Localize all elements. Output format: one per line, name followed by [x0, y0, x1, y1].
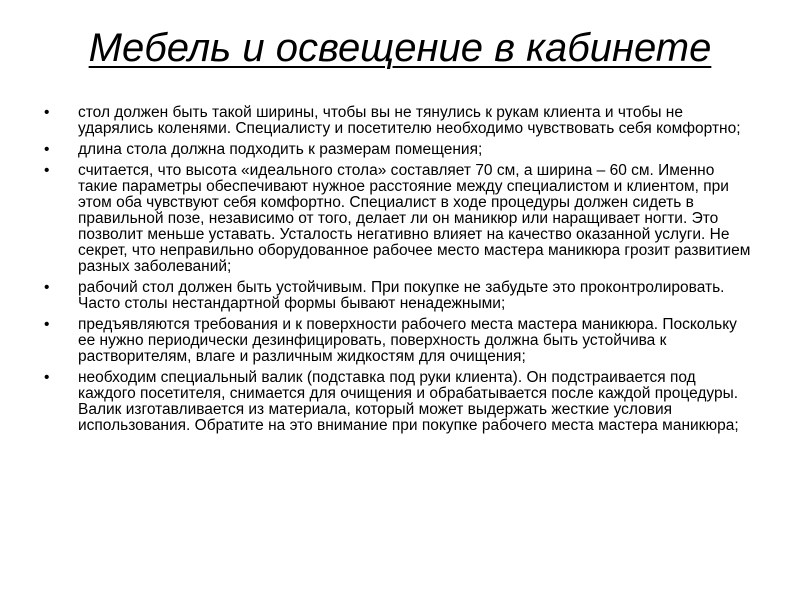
list-item [44, 163, 756, 275]
list-item [44, 105, 756, 137]
list-item-text: необходим специальный валик (подставка под руки клиента). Он подстраивается под каждого посетителя, снимается для очищения и обрабатывается после каждой процедуры. Валик изготавливается из материала, который может выдержать жесткие условия использования. Обратите на это внимание при покупке рабочего места мастера маникюра; [78, 369, 739, 434]
bullet-icon: • [44, 316, 50, 333]
bullet-icon: • [44, 369, 50, 386]
list-item [44, 142, 756, 158]
list-item [44, 370, 756, 434]
list-item-text: рабочий стол должен быть устойчивым. При покупке не забудьте это проконтролировать. Часто столы нестандартной формы бывают ненадежными; [78, 279, 725, 312]
bullet-icon: • [44, 104, 50, 121]
list-item-text: стол должен быть такой ширины, чтобы вы не тянулись к рукам клиента и чтобы не ударялись коленями. Специалисту и посетителю необходимо чувствовать себя комфортно; [78, 104, 741, 137]
list-item-text: считается, что высота «идеального стола» составляет 70 см, а ширина – 60 см. Именно такие параметры обеспечивают нужное расстояние между специалистом и клиентом, при этом оба чувствуют себя комфортно. Специалист в ходе процедуры должен сидеть в правильной позе, независимо от того, делает ли он маникюр или наращивает ногти. Это позволит меньше уставать. Усталость негативно влияет на качество оказанной услуги. Не секрет, что неправильно оборудованное рабочее место мастера маникюра грозит развитием разных заболеваний; [78, 162, 751, 275]
slide-title: Мебель и освещение в кабинете [88, 26, 712, 70]
list-item [44, 317, 756, 365]
bullet-list [44, 105, 756, 439]
bullet-icon: • [44, 162, 50, 179]
list-item-text: предъявляются требования и к поверхности рабочего места мастера маникюра. Поскольку ее нужно периодически дезинфицировать, поверхность должна быть устойчива к растворителям, влаге и различным жидкостям для очищения; [78, 316, 737, 365]
list-item [44, 280, 756, 312]
bullet-icon: • [44, 141, 50, 158]
list-item-text: длина стола должна подходить к размерам помещения; [78, 141, 483, 158]
bullet-icon: • [44, 279, 50, 296]
